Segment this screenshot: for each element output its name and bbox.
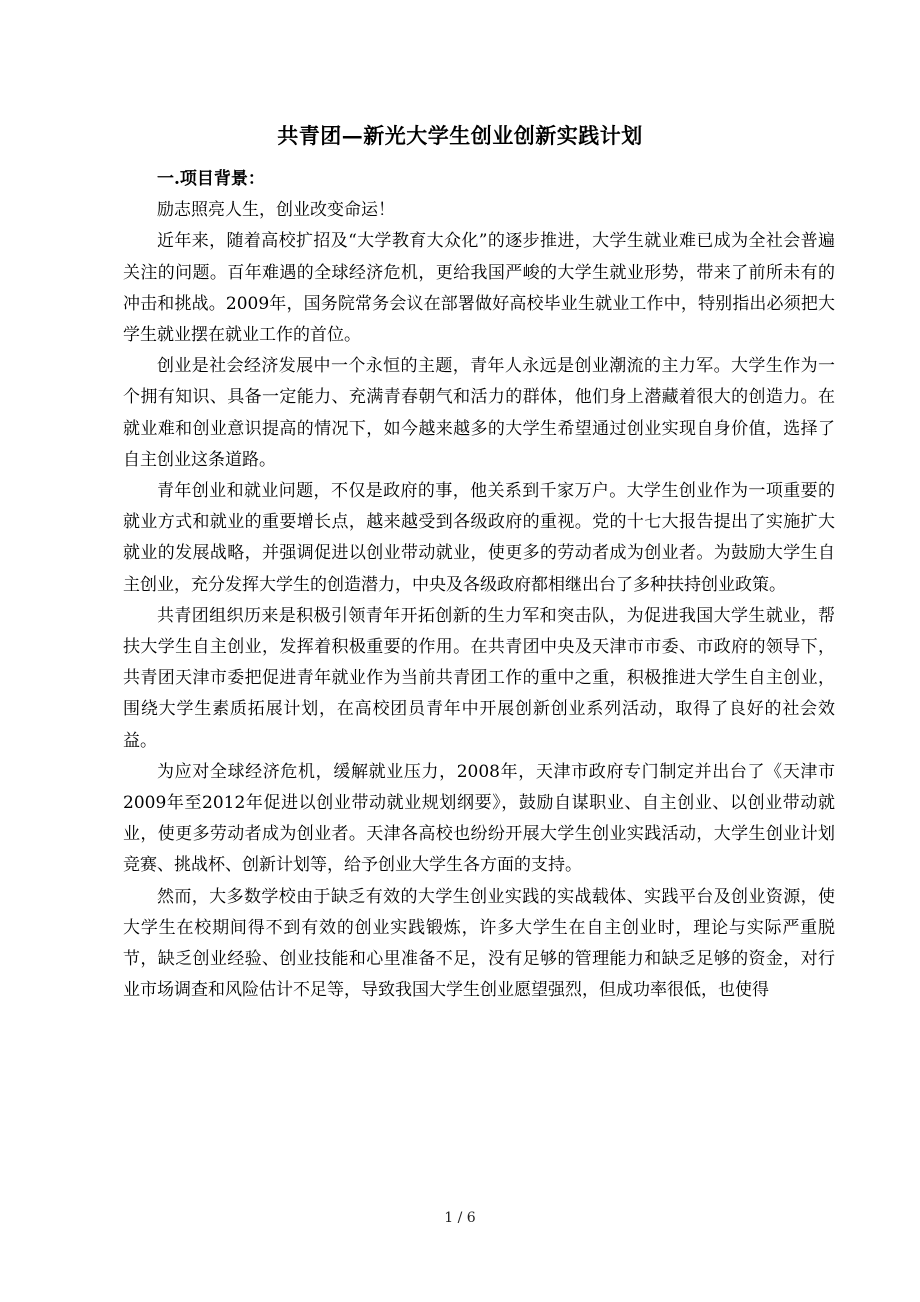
document-body (123, 164, 835, 1006)
paragraph-entrepreneurship-theme: 创业是社会经济发展中一个永恒的主题，青年人永远是创业潮流的主力军。大学生作为一个拥有知识、具备一定能力、充满青春朝气和活力的群体，他们身上潜藏着很大的创造力。在就业难和创业意识提高的情况下，如今越来越多的大学生希望通过创业实现自身价值，选择了自主创业这条道路。 (123, 356, 835, 470)
paragraph-government-support: 青年创业和就业问题，不仅是政府的事，他关系到千家万户。大学生创业作为一项重要的就业方式和就业的重要增长点，越来越受到各级政府的重视。党的十七大报告提出了实施扩大就业的发展战略，并强调促进以创业带动就业，使更多的劳动者成为创业者。为鼓励大学生自主创业，充分发挥大学生的创造潜力，中央及各级政府都相继出台了多种扶持创业政策。 (123, 481, 835, 595)
document-title: 共青团—新光大学生创业创新实践计划 (277, 123, 643, 148)
paragraph-youth-league-role: 共青团组织历来是积极引领青年开拓创新的生力军和突击队，为促进我国大学生就业，帮扶大学生自主创业，发挥着积极重要的作用。在共青团中央及天津市市委、市政府的领导下，共青团天津市委把促进青年就业作为当前共青团工作的重中之重，积极推进大学生自主创业，围绕大学生素质拓展计划，在高校团员青年中开展创新创业系列活动，取得了良好的社会效益。 (123, 605, 835, 751)
paragraph-employment-background: 近年来，随着高校扩招及“大学教育大众化”的逐步推进，大学生就业难已成为全社会普遍关注的问题。百年难遇的全球经济危机，更给我国严峻的大学生就业形势，带来了前所未有的冲击和挑战。2009年，国务院常务会议在部署做好高校毕业生就业工作中，特别指出必须把大学生就业摆在就业工作的首位。 (123, 231, 835, 346)
paragraph-current-problems: 然而，大多数学校由于缺乏有效的大学生创业实践的实战载体、实践平台及创业资源，使大学生在校期间得不到有效的创业实践锻炼，许多大学生在自主创业时，理论与实际严重脱节，缺乏创业经验、创业技能和心里准备不足，没有足够的管理能力和缺乏足够的资金，对行业市场调查和风险估计不足等，导致我国大学生创业愿望强烈，但成功率很低，也使得 (123, 886, 835, 1001)
page-number: 1 / 6 (444, 1210, 476, 1226)
paragraph-motto: 励志照亮人生，创业改变命运！ (157, 200, 395, 221)
paragraph-tianjin-policy: 为应对全球经济危机，缓解就业压力，2008年，天津市政府专门制定并出台了《天津市2009年至2012年促进以创业带动就业规划纲要》，鼓励自谋职业、自主创业、以创业带动就业，使更多劳动者成为创业者。天津各高校也纷纷开展大学生创业实践活动，大学生创业计划竞赛、挑战杯、创新计划等，给予创业大学生各方面的支持。 (123, 761, 835, 876)
section-heading: 一.项目背景： (157, 169, 265, 189)
